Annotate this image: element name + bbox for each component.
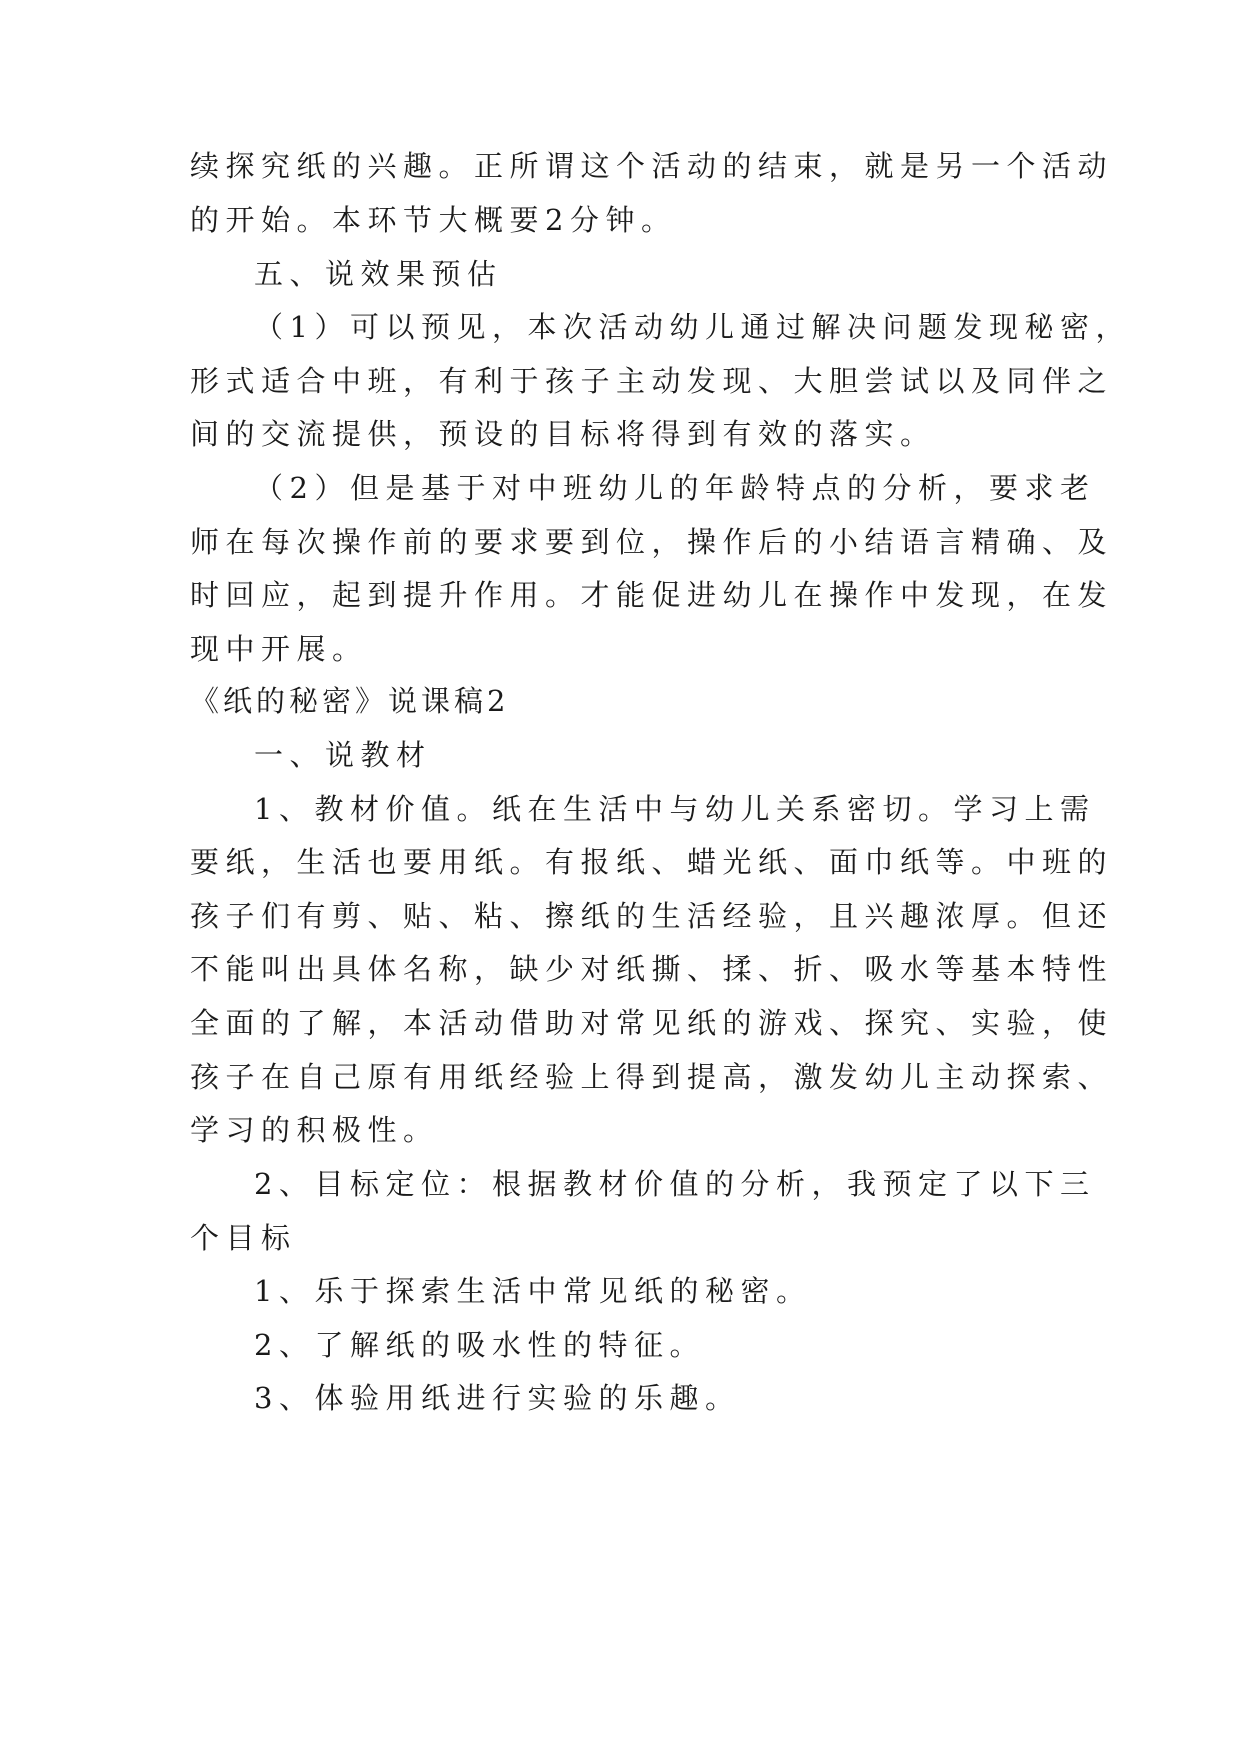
section-heading: 五、说效果预估	[254, 257, 503, 291]
list-item: 3、体验用纸进行实验的乐趣。	[254, 1381, 741, 1415]
text-line: 的开始。本环节大概要2分钟。	[190, 203, 677, 237]
text-line: 全面的了解，本活动借助对常见纸的游戏、探究、实验，使	[190, 1006, 1114, 1040]
text-line: 师在每次操作前的要求要到位，操作后的小结语言精确、及	[190, 525, 1114, 559]
text-line: 现中开展。	[190, 632, 368, 666]
text-line: 学习的积极性。	[190, 1113, 439, 1147]
text-line: 孩子们有剪、贴、粘、擦纸的生活经验，且兴趣浓厚。但还	[190, 899, 1114, 933]
text-line: 形式适合中班，有利于孩子主动发现、大胆尝试以及同伴之	[190, 364, 1114, 398]
text-line: 间的交流提供，预设的目标将得到有效的落实。	[190, 417, 936, 451]
text-line: 时回应，起到提升作用。才能促进幼儿在操作中发现，在发	[190, 578, 1114, 612]
list-item: 1、乐于探索生活中常见纸的秘密。	[254, 1274, 812, 1308]
text-line: （2）但是基于对中班幼儿的年龄特点的分析，要求老	[254, 471, 1096, 505]
text-line: 1、教材价值。纸在生活中与幼儿关系密切。学习上需	[254, 792, 1096, 826]
text-line: 不能叫出具体名称，缺少对纸撕、揉、折、吸水等基本特性	[190, 952, 1114, 986]
text-line: 个目标	[190, 1221, 297, 1255]
text-line: 续探究纸的兴趣。正所谓这个活动的结束，就是另一个活动	[190, 149, 1114, 183]
document-title: 《纸的秘密》说课稿2	[190, 684, 510, 718]
text-line: 孩子在自己原有用纸经验上得到提高，激发幼儿主动探索、	[190, 1060, 1114, 1094]
text-line: 2、目标定位：根据教材价值的分析，我预定了以下三	[254, 1167, 1096, 1201]
text-line: 要纸，生活也要用纸。有报纸、蜡光纸、面巾纸等。中班的	[190, 845, 1114, 879]
text-line: （1）可以预见，本次活动幼儿通过解决问题发现秘密，	[254, 310, 1131, 344]
section-heading: 一、说教材	[254, 738, 432, 772]
list-item: 2、了解纸的吸水性的特征。	[254, 1328, 705, 1362]
